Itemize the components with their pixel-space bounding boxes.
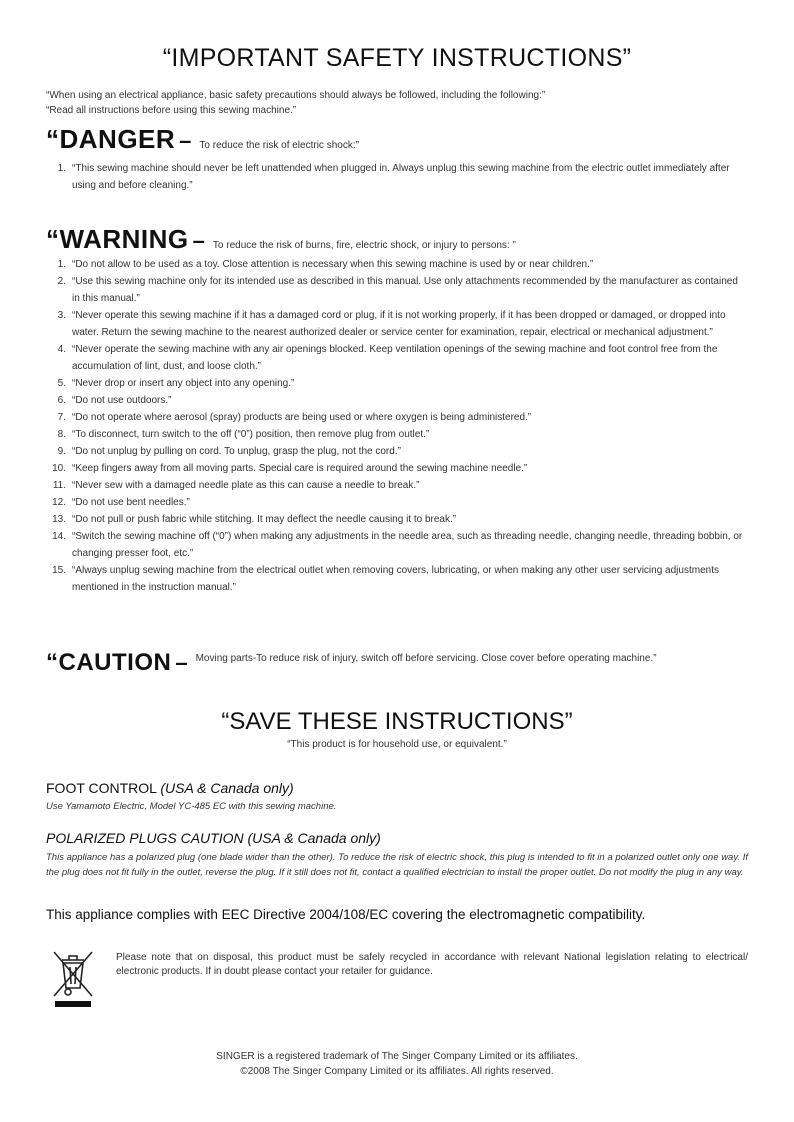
foot-control-title xyxy=(46,780,294,796)
list-item xyxy=(46,511,748,528)
item-text: “Switch the sewing machine off (“0”) when making any adjustments in the needle area, such as threading needle, changing needle, threading bobbin, or changing presser foot, etc.” xyxy=(72,531,743,559)
list-item xyxy=(46,528,748,562)
item-text: “Do not operate where aerosol (spray) products are being used or where oxygen is being administered.” xyxy=(72,412,532,423)
item-number: 3. xyxy=(57,310,66,321)
save-instructions-subtitle: “This product is for household use, or equivalent.” xyxy=(287,739,507,750)
list-item xyxy=(46,307,748,341)
list-item xyxy=(46,273,748,307)
danger-word: “DANGER xyxy=(46,124,176,154)
item-text: “Never operate the sewing machine with any air openings blocked. Keep ventilation openings of the sewing machine and foot control free from the accumulation of lint, dust, and loose cloth.” xyxy=(72,344,718,372)
item-text: “Do not unplug by pulling on cord. To unplug, grasp the plug, not the cord.” xyxy=(72,446,401,457)
list-item xyxy=(46,341,748,375)
caution-heading xyxy=(46,648,750,678)
item-number: 8. xyxy=(57,429,66,440)
item-text: “Never operate this sewing machine if it has a damaged cord or plug, if it is not working properly, if it has been dropped or damaged, or dropped into water. Return the sewing machine to the nearest authorized dealer or service center for examination, repair, electrical or mechanical adjustment.” xyxy=(72,310,726,338)
polarized-plugs-text: This appliance has a polarized plug (one blade wider than the other). To reduce the risk of electric shock, this plug is intended to fit in a polarized outlet only one way. If the plug does not fit fully in the outlet, reverse the plug. If it still does not fit, contact a qualified electrician to install the proper outlet. Do not modify the plug in any way. xyxy=(46,852,748,878)
eec-compliance-statement: This appliance complies with EEC Directive 2004/108/EC covering the electromagnetic compatibility. xyxy=(46,907,646,922)
polarized-plugs-title: POLARIZED PLUGS CAUTION (USA & Canada only) xyxy=(46,830,381,846)
caution-dash: – xyxy=(175,650,188,675)
item-text: “To disconnect, turn switch to the off (“0”) position, then remove plug from outlet.” xyxy=(72,429,430,440)
item-number: 4. xyxy=(57,344,66,355)
intro xyxy=(46,88,746,118)
list-item xyxy=(46,460,748,477)
list-item xyxy=(46,477,748,494)
copyright-notice: ©2008 The Singer Company Limited or its affiliates. All rights reserved. xyxy=(240,1066,554,1077)
item-number: 5. xyxy=(57,378,66,389)
danger-dash: – xyxy=(179,128,192,153)
list-item xyxy=(46,392,748,409)
foot-control-text: Use Yamamoto Electric, Model YC-485 EC with this sewing machine. xyxy=(46,801,337,812)
danger-heading xyxy=(46,124,359,155)
crossed-out-wheelie-bin-icon xyxy=(50,946,96,1010)
item-text: “Do not use outdoors.” xyxy=(72,395,172,406)
page-title: “IMPORTANT SAFETY INSTRUCTIONS” xyxy=(162,44,632,72)
caution-word: “CAUTION xyxy=(46,649,172,676)
foot-control-title-region: (USA & Canada only) xyxy=(160,780,294,796)
item-text: “Do not pull or push fabric while stitching. It may deflect the needle causing it to break.” xyxy=(72,514,457,525)
item-number: 12. xyxy=(52,497,66,508)
list-item xyxy=(46,160,748,194)
intro-line: “Read all instructions before using this sewing machine.” xyxy=(46,105,297,116)
item-text: “Never drop or insert any object into any opening.” xyxy=(72,378,295,389)
item-number: 15. xyxy=(52,565,66,576)
item-text: “Do not use bent needles.” xyxy=(72,497,190,508)
disposal-notice: Please note that on disposal, this product must be safely recycled in accordance with relevant National legislation relating to electrical/ electronic products. If in doubt please contact your retailer for guidance. xyxy=(116,952,748,977)
warning-dash: – xyxy=(192,228,205,253)
item-number: 2. xyxy=(57,276,66,287)
item-number: 1. xyxy=(57,163,66,174)
item-text: “Do not allow to be used as a toy. Close attention is necessary when this sewing machine is used by or near children.” xyxy=(72,259,594,270)
list-item xyxy=(46,443,748,460)
item-text: “Never sew with a damaged needle plate as this can cause a needle to break.” xyxy=(72,480,420,491)
item-text: “This sewing machine should never be left unattended when plugged in. Always unplug this sewing machine from the electric outlet immediately after using and before cleaning.” xyxy=(72,163,730,191)
item-number: 6. xyxy=(57,395,66,406)
foot-control-title-main: FOOT CONTROL xyxy=(46,780,157,796)
list-item xyxy=(46,409,748,426)
item-text: “Keep fingers away from all moving parts. Special care is required around the sewing machine needle.” xyxy=(72,463,528,474)
caution-description: Moving parts-To reduce risk of injury, switch off before servicing. Close cover before operating machine.” xyxy=(195,653,657,664)
item-number: 1. xyxy=(57,259,66,270)
warning-list xyxy=(46,256,748,596)
item-number: 11. xyxy=(52,480,66,491)
item-text: “Use this sewing machine only for its intended use as described in this manual. Use only attachments recommended by the manufacturer as contained in this manual.” xyxy=(72,276,738,304)
list-item xyxy=(46,256,748,273)
list-item xyxy=(46,375,748,392)
warning-description: To reduce the risk of burns, fire, electric shock, or injury to persons: ” xyxy=(212,240,516,251)
list-item xyxy=(46,426,748,443)
item-number: 9. xyxy=(57,446,66,457)
warning-heading xyxy=(46,224,516,255)
item-number: 13. xyxy=(52,514,66,525)
list-item xyxy=(46,494,748,511)
intro-line: “When using an electrical appliance, basic safety precautions should always be followed, including the following:” xyxy=(46,90,546,101)
warning-word: “WARNING xyxy=(46,224,189,254)
item-text: “Always unplug sewing machine from the electrical outlet when removing covers, lubricating, or when making any other user servicing adjustments mentioned in the instruction manual.” xyxy=(72,565,719,593)
danger-description: To reduce the risk of electric shock:” xyxy=(199,140,359,151)
item-number: 10. xyxy=(52,463,66,474)
item-number: 14. xyxy=(52,531,66,542)
danger-list xyxy=(46,160,748,194)
list-item xyxy=(46,562,748,596)
save-instructions-title: “SAVE THESE INSTRUCTIONS” xyxy=(221,708,573,735)
footer xyxy=(0,1049,794,1079)
item-number: 7. xyxy=(57,412,66,423)
trademark-notice: SINGER is a registered trademark of The Singer Company Limited or its affiliates. xyxy=(216,1051,578,1062)
